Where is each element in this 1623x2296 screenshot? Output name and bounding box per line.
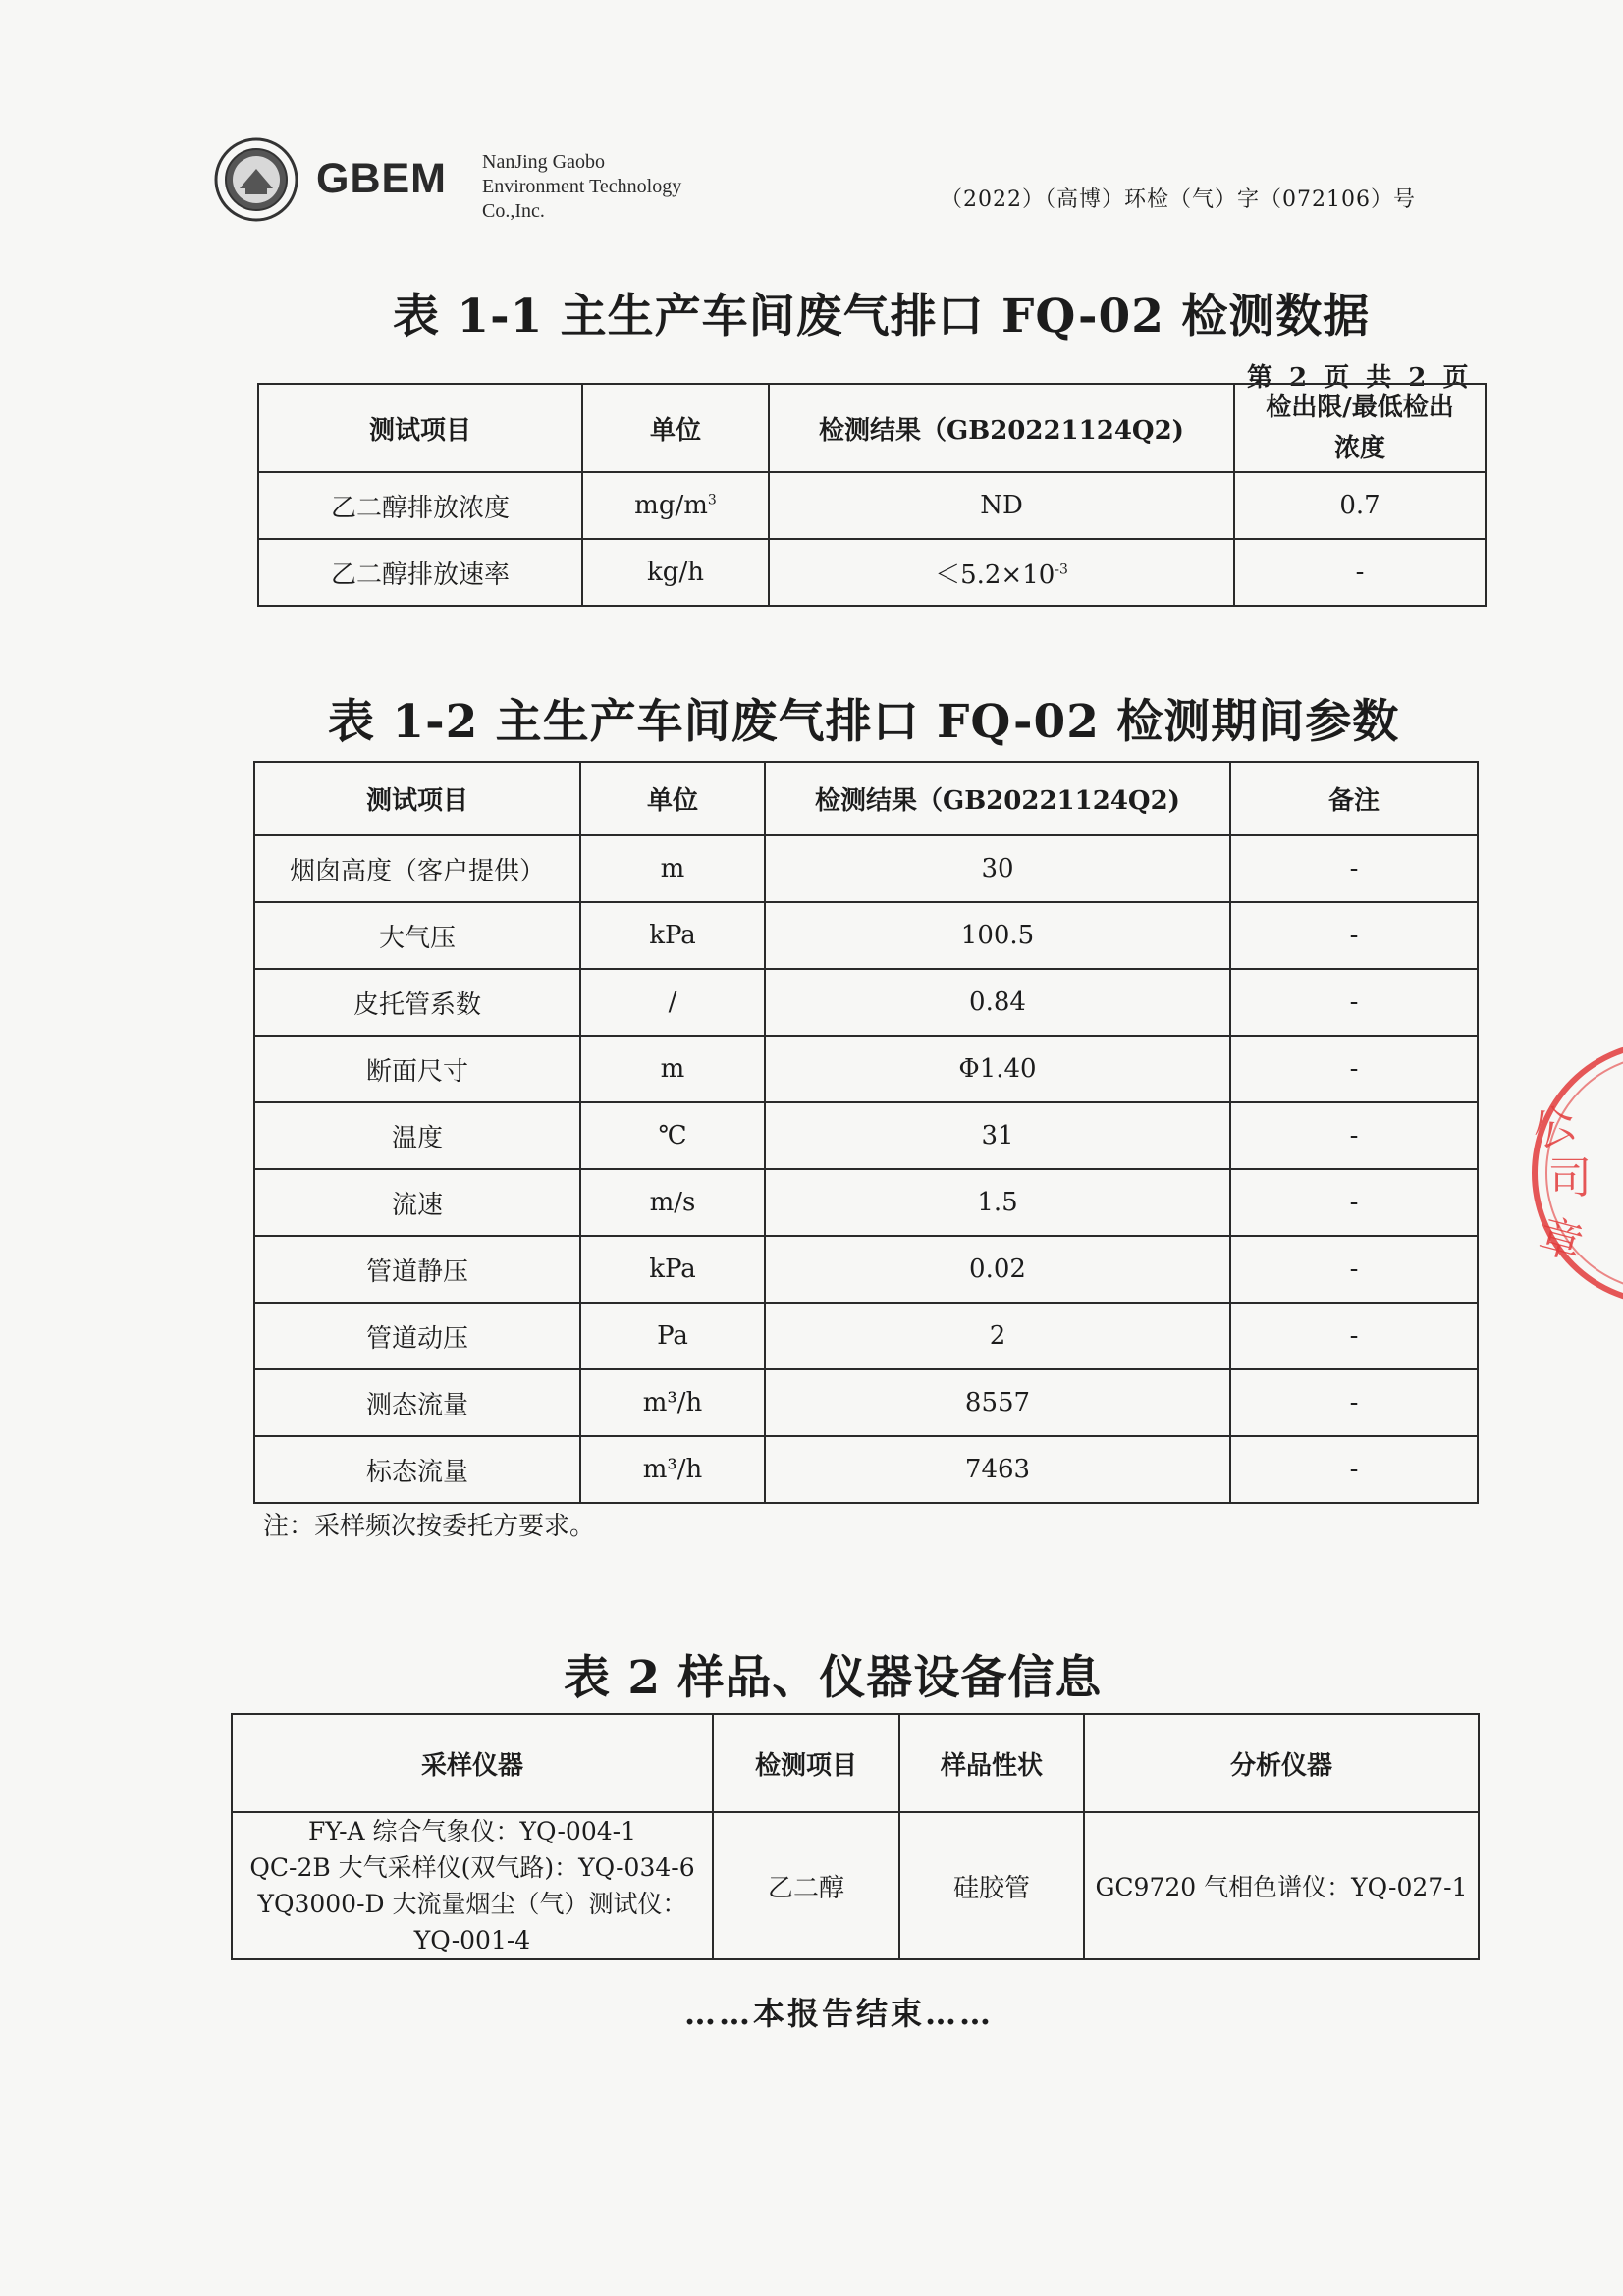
unit-cell: m/s (580, 1169, 765, 1236)
result-cell (769, 539, 1234, 606)
remark-cell: - (1230, 835, 1478, 902)
result-cell: 0.02 (765, 1236, 1230, 1303)
table-header-row (254, 762, 1478, 835)
result-base: ＜5.2×10 (935, 560, 1055, 590)
item-cell: 乙二醇排放浓度 (258, 472, 582, 539)
result-cell: 8557 (765, 1369, 1230, 1436)
remark-cell: - (1230, 1369, 1478, 1436)
item-cell: 断面尺寸 (254, 1036, 580, 1102)
table-2 (231, 1713, 1480, 1960)
remark-cell: - (1230, 969, 1478, 1036)
unit-cell: Pa (580, 1303, 765, 1369)
unit-cell: m³/h (580, 1436, 765, 1503)
company-line: NanJing Gaobo (482, 151, 605, 173)
header-cell: 测试项目 (258, 384, 582, 472)
unit-base: mg/m (634, 491, 708, 520)
header-cell: 采样仪器 (232, 1714, 713, 1812)
result-cell: 0.84 (765, 969, 1230, 1036)
table-row (232, 1812, 1479, 1959)
table-header-row (258, 384, 1486, 472)
item-cell: 管道动压 (254, 1303, 580, 1369)
unit-cell: kPa (580, 1236, 765, 1303)
header-cell: 样品性状 (899, 1714, 1084, 1812)
instrument-line: QC-2B 大气采样仪(双气路)：YQ-034-6 (249, 1853, 695, 1882)
item-cell: 流速 (254, 1169, 580, 1236)
remark-cell: - (1230, 1102, 1478, 1169)
header-cell: 测试项目 (254, 762, 580, 835)
table-row (254, 1369, 1478, 1436)
table-1-1 (257, 383, 1487, 607)
result-cell: 2 (765, 1303, 1230, 1369)
company-line: Environment Technology (482, 176, 682, 197)
item-cell: 乙二醇排放速率 (258, 539, 582, 606)
result-superscript: -3 (1055, 561, 1068, 577)
remark-cell: - (1230, 902, 1478, 969)
official-stamp (1517, 1036, 1623, 1310)
result-cell: ND (769, 472, 1234, 539)
table-row (258, 539, 1486, 606)
header-cell: 单位 (580, 762, 765, 835)
table-row (254, 902, 1478, 969)
svg-text:司: 司 (1548, 1153, 1592, 1203)
item-cell: 管道静压 (254, 1236, 580, 1303)
item-cell: 烟囱高度（客户提供） (254, 835, 580, 902)
header-cell: 单位 (582, 384, 769, 472)
table-1-2 (253, 761, 1479, 1504)
unit-cell: m³/h (580, 1369, 765, 1436)
result-cell: 30 (765, 835, 1230, 902)
table-note: 注：采样频次按委托方要求。 (263, 1512, 596, 1541)
header-cell: 检出限/最低检出浓度 (1234, 384, 1486, 472)
result-cell: 31 (765, 1102, 1230, 1169)
unit-cell: ℃ (580, 1102, 765, 1169)
item-cell: 标态流量 (254, 1436, 580, 1503)
result-cell: 100.5 (765, 902, 1230, 969)
sample-state-cell: 硅胶管 (899, 1812, 1084, 1959)
item-cell: 测态流量 (254, 1369, 580, 1436)
company-name (482, 150, 681, 224)
instrument-line: YQ-001-4 (413, 1926, 531, 1954)
header-cell: 备注 (1230, 762, 1478, 835)
item-cell: 皮托管系数 (254, 969, 580, 1036)
report-end-marker: ……本报告结束…… (684, 1995, 995, 2032)
company-line: Co.,Inc. (482, 200, 545, 222)
table-row (254, 1236, 1478, 1303)
table-row (254, 969, 1478, 1036)
test-item-cell: 乙二醇 (713, 1812, 899, 1959)
result-cell: 1.5 (765, 1169, 1230, 1236)
header-cell: 分析仪器 (1084, 1714, 1479, 1812)
unit-cell (582, 472, 769, 539)
table-row (254, 1436, 1478, 1503)
table-row (254, 1303, 1478, 1369)
table-header-row (232, 1714, 1479, 1812)
result-cell: 7463 (765, 1436, 1230, 1503)
unit-cell: m (580, 1036, 765, 1102)
svg-text:公: 公 (1525, 1096, 1584, 1159)
sampling-instruments-cell (232, 1812, 713, 1959)
table-1-1-title: 表 1-1 主生产车间废气排口 FQ-02 检测数据 (393, 290, 1371, 344)
report-number: （2022）（高博）环检（气）字（072106）号 (941, 187, 1416, 212)
company-seal-logo (214, 137, 298, 222)
page-number: 第 2 页 共 2 页 (1247, 363, 1473, 393)
item-cell: 温度 (254, 1102, 580, 1169)
remark-cell: - (1230, 1436, 1478, 1503)
instrument-line: YQ3000-D 大流量烟尘（气）测试仪： (257, 1890, 687, 1918)
logo-text: GBEM (316, 155, 447, 202)
item-cell: 大气压 (254, 902, 580, 969)
svg-text:章: 章 (1533, 1210, 1589, 1270)
table-2-title: 表 2 样品、仪器设备信息 (564, 1651, 1103, 1705)
table-row (254, 835, 1478, 902)
unit-cell: / (580, 969, 765, 1036)
remark-cell: - (1230, 1169, 1478, 1236)
header-cell: 检测结果（GB20221124Q2) (765, 762, 1230, 835)
table-1-2-title: 表 1-2 主生产车间废气排口 FQ-02 检测期间参数 (328, 695, 1400, 749)
header-cell: 检测结果（GB20221124Q2) (769, 384, 1234, 472)
remark-cell: - (1230, 1303, 1478, 1369)
remark-cell: - (1230, 1236, 1478, 1303)
limit-cell: - (1234, 539, 1486, 606)
table-row (254, 1102, 1478, 1169)
unit-superscript: 3 (707, 492, 717, 508)
table-row (258, 472, 1486, 539)
remark-cell: - (1230, 1036, 1478, 1102)
header-cell: 检测项目 (713, 1714, 899, 1812)
instrument-line: FY-A 综合气象仪：YQ-004-1 (308, 1817, 636, 1845)
table-row (254, 1169, 1478, 1236)
result-cell: Φ1.40 (765, 1036, 1230, 1102)
unit-cell: m (580, 835, 765, 902)
limit-cell: 0.7 (1234, 472, 1486, 539)
unit-cell: kPa (580, 902, 765, 969)
unit-cell: kg/h (582, 539, 769, 606)
table-row (254, 1036, 1478, 1102)
table-1-2-body (254, 835, 1478, 1503)
analysis-instrument-cell: GC9720 气相色谱仪：YQ-027-1 (1084, 1812, 1479, 1959)
